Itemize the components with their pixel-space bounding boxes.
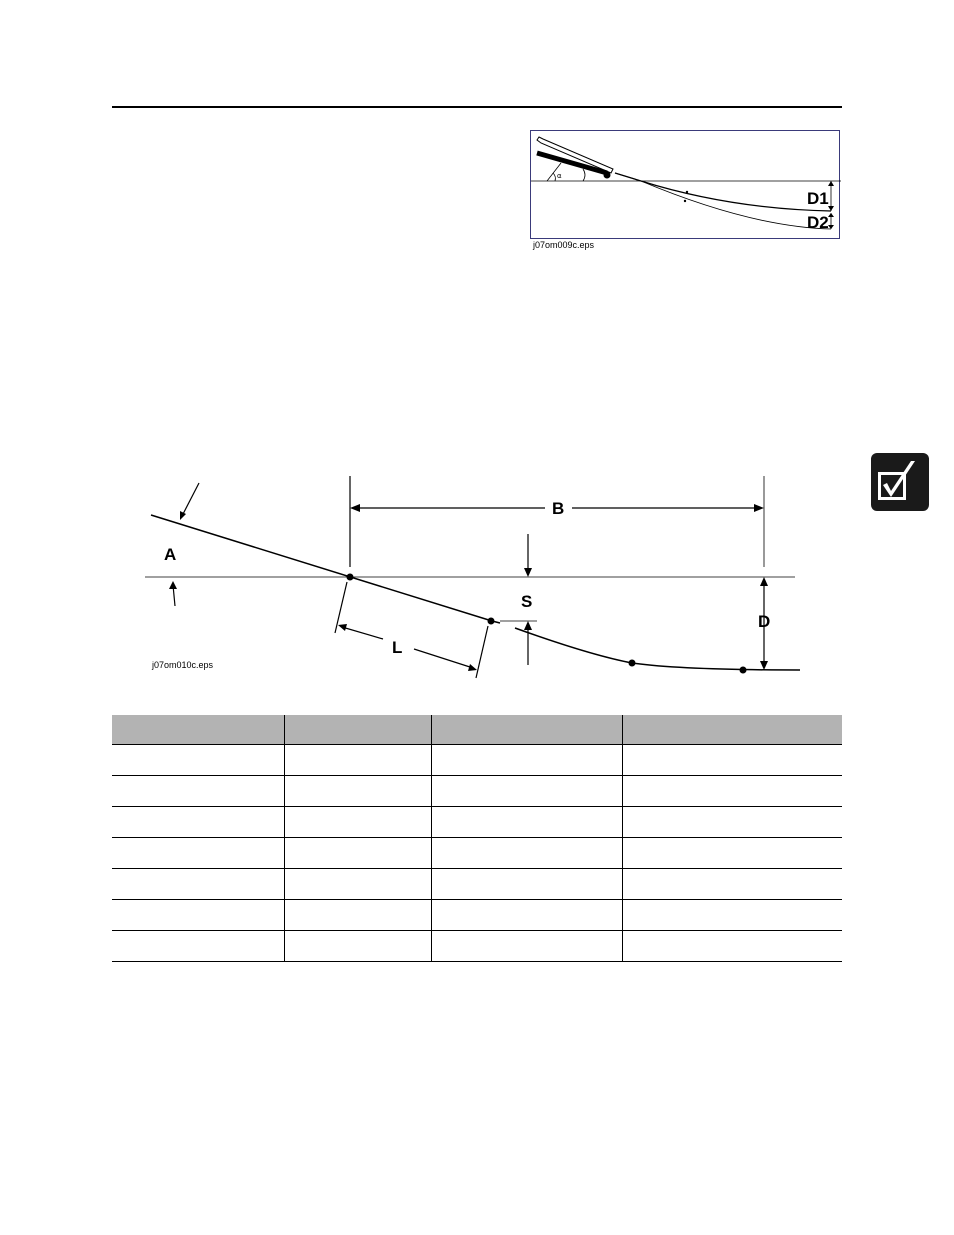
label-a: A: [164, 545, 177, 564]
table-cell: [112, 745, 284, 776]
label-d1: D1: [807, 189, 829, 208]
checklist-tab: [871, 453, 929, 511]
table-header-cell: [112, 715, 284, 745]
label-l: L: [392, 638, 403, 657]
table-cell: [622, 807, 842, 838]
table-cell: [284, 869, 431, 900]
bore-path-diagram: [140, 470, 820, 690]
table-cell: [622, 838, 842, 869]
table-cell: [431, 869, 622, 900]
table-cell: [284, 900, 431, 931]
spec-table: [112, 715, 842, 962]
table-cell: [431, 807, 622, 838]
table-row: [112, 869, 842, 900]
table-header-row: [112, 715, 842, 745]
table-row: [112, 807, 842, 838]
table-row: [112, 745, 842, 776]
figure-main-caption: j07om010c.eps: [152, 660, 214, 670]
svg-text:α: α: [557, 172, 562, 180]
header-rule: [112, 106, 842, 108]
label-b: B: [552, 499, 565, 518]
bore-entry-figure: [530, 130, 840, 239]
table-cell: [284, 807, 431, 838]
table-row: [112, 838, 842, 869]
table-row: [112, 776, 842, 807]
table-cell: [431, 900, 622, 931]
figure-top-caption: j07om009c.eps: [533, 240, 595, 250]
table-cell: [431, 838, 622, 869]
table-cell: [284, 931, 431, 962]
table-header-cell: [622, 715, 842, 745]
label-d: D: [758, 612, 771, 631]
table-cell: [112, 807, 284, 838]
table-cell: [112, 869, 284, 900]
label-d2: D2: [807, 213, 829, 232]
table-cell: [431, 931, 622, 962]
table-row: [112, 900, 842, 931]
table-cell: [112, 931, 284, 962]
label-s: S: [521, 592, 533, 611]
checkmark-icon: [871, 453, 929, 511]
table-cell: [284, 745, 431, 776]
table-cell: [112, 900, 284, 931]
table-cell: [622, 900, 842, 931]
table-cell: [431, 745, 622, 776]
table-cell: [284, 838, 431, 869]
bore-entry-diagram: [531, 131, 841, 240]
table-cell: [622, 869, 842, 900]
table-cell: [622, 745, 842, 776]
table-cell: [622, 931, 842, 962]
table-header-cell: [284, 715, 431, 745]
table-cell: [431, 776, 622, 807]
table-row: [112, 931, 842, 962]
table-cell: [112, 838, 284, 869]
table-header-cell: [431, 715, 622, 745]
table-cell: [284, 776, 431, 807]
table-cell: [622, 776, 842, 807]
table-cell: [112, 776, 284, 807]
